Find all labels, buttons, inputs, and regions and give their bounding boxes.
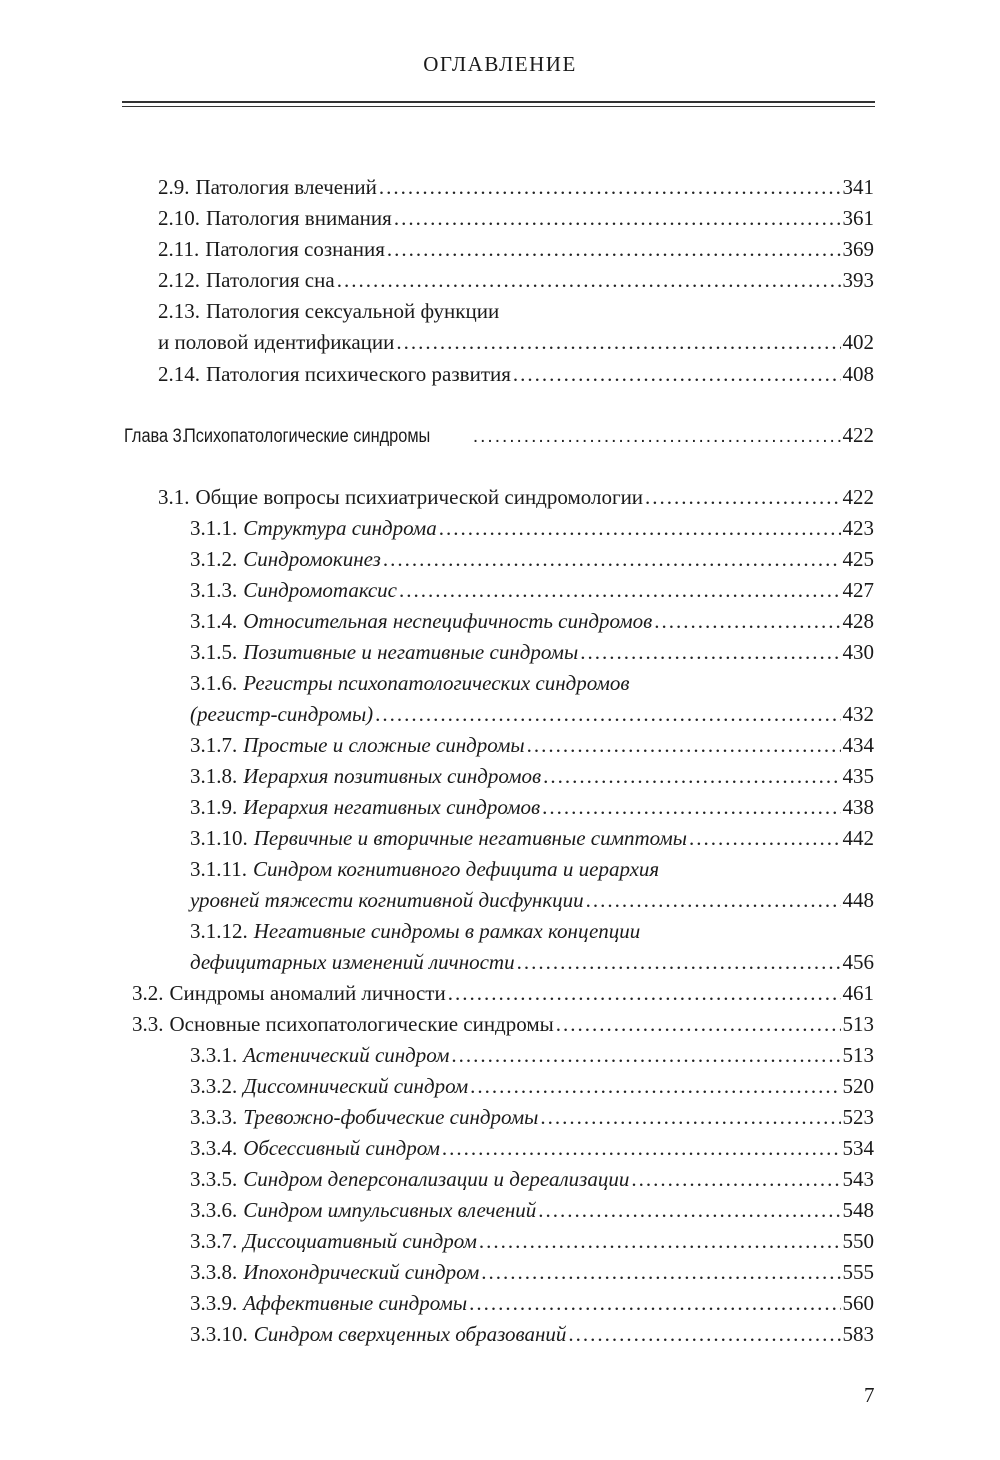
toc-page: 430 — [842, 640, 874, 664]
toc-entry-3-3-6[interactable] — [190, 1195, 874, 1226]
toc-entry-3-1-4[interactable] — [190, 606, 874, 637]
toc-title: Синдром деперсонализации и дереализации — [243, 1167, 630, 1191]
running-header: ОГЛАВЛЕНИЕ — [423, 52, 577, 76]
toc-title: и половой идентификации — [158, 330, 395, 354]
toc-title: дефицитарных изменений личности — [190, 950, 515, 974]
toc-title: Диссомнический синдром — [243, 1074, 469, 1098]
toc-entry-3-1-2[interactable] — [190, 544, 874, 575]
toc-page: 461 — [842, 981, 874, 1005]
toc-entry-3-3[interactable] — [132, 1009, 874, 1040]
toc-page: 534 — [842, 1136, 874, 1160]
toc-page: 438 — [842, 795, 874, 819]
toc-page: 560 — [842, 1291, 874, 1315]
toc-page: 583 — [842, 1322, 874, 1346]
toc-page: 550 — [842, 1229, 874, 1253]
toc-number: 3.1.10. — [190, 826, 248, 850]
toc-number: 3.3.5. — [190, 1167, 238, 1191]
dot-leader — [387, 234, 841, 265]
dot-leader — [586, 885, 841, 916]
dot-leader — [470, 1071, 840, 1102]
toc-page: 523 — [842, 1105, 874, 1129]
toc-entry-3-3-7[interactable] — [190, 1226, 874, 1257]
dot-leader — [543, 761, 840, 792]
toc-number: 3.1.11. — [190, 857, 247, 881]
toc-title: Синдромокинез — [243, 547, 381, 571]
toc-page: 434 — [842, 733, 874, 757]
dot-leader — [448, 978, 841, 1009]
toc-entry-3-1-5[interactable] — [190, 637, 874, 668]
toc-number: 3.2. — [132, 981, 164, 1005]
toc-page: 513 — [842, 1012, 874, 1036]
toc-title: Аффективные синдромы — [243, 1291, 468, 1315]
dot-leader — [513, 359, 841, 390]
toc-number: 3.1.3. — [190, 578, 238, 602]
toc-page: 425 — [842, 547, 874, 571]
toc-entry-2-12[interactable] — [158, 265, 874, 296]
toc-title: Иерархия негативных синдромов — [243, 795, 541, 819]
toc-entry-3-1-10[interactable] — [190, 823, 874, 854]
toc-number: 2.14. — [158, 362, 200, 386]
toc-entry-3-3-8[interactable] — [190, 1257, 874, 1288]
dot-leader — [538, 1195, 840, 1226]
toc-number: 3.1.9. — [190, 795, 238, 819]
toc-title: Патология сознания — [205, 237, 385, 261]
toc-number: 3.3.1. — [190, 1043, 238, 1067]
toc-page: 408 — [842, 362, 874, 386]
toc-number: 3.3.6. — [190, 1198, 238, 1222]
dot-leader — [379, 172, 841, 203]
dot-leader — [383, 544, 841, 575]
toc-entry-3-3-4[interactable] — [190, 1133, 874, 1164]
toc-entry-3-1-3[interactable] — [190, 575, 874, 606]
toc-page: 369 — [842, 237, 874, 261]
toc-number: 3.1.5. — [190, 640, 238, 664]
toc-entry-2-13-cont[interactable] — [158, 327, 874, 358]
toc-number: 3.3. — [132, 1012, 164, 1036]
toc-entry-3-1-12[interactable] — [190, 916, 874, 947]
toc-entry-chapter-3[interactable] — [124, 420, 874, 451]
toc-number: 3.3.4. — [190, 1136, 238, 1160]
toc-page: 341 — [842, 175, 874, 199]
toc-title: Основные психопатологические синдромы — [169, 1012, 554, 1036]
toc-page: 432 — [842, 702, 874, 726]
toc-title: Синдромотаксис — [243, 578, 397, 602]
dot-leader — [479, 1226, 841, 1257]
toc-page: 402 — [842, 330, 874, 354]
toc-number: 3.1. — [158, 485, 190, 509]
dot-leader — [689, 823, 841, 854]
toc-title: Диссоциативный синдром — [243, 1229, 477, 1253]
toc-number: 3.1.1. — [190, 516, 238, 540]
toc-page: 555 — [842, 1260, 874, 1284]
dot-leader — [469, 1288, 840, 1319]
toc-title: Патология влечений — [195, 175, 377, 199]
toc-page: 422 — [842, 485, 874, 509]
toc-number: 3.3.8. — [190, 1260, 238, 1284]
toc-page: 393 — [842, 268, 874, 292]
toc-title: уровней тяжести когнитивной дисфункции — [190, 888, 584, 912]
toc-entry-3-1-9[interactable] — [190, 792, 874, 823]
toc-title: Иерархия позитивных синдромов — [243, 764, 542, 788]
toc-title: (регистр-синдромы) — [190, 702, 374, 726]
dot-leader — [542, 792, 840, 823]
dot-leader — [399, 575, 841, 606]
toc-entry-3-1-7[interactable] — [190, 730, 874, 761]
dot-leader — [396, 327, 840, 358]
toc-title: Первичные и вторичные негативные симптомы — [253, 826, 687, 850]
header-rule-thin — [122, 106, 875, 107]
toc-entry-3-3-10[interactable] — [190, 1319, 874, 1350]
toc-entry-3-3-1[interactable] — [190, 1040, 874, 1071]
toc-number: 3.3.10. — [190, 1322, 248, 1346]
dot-leader — [451, 1040, 840, 1071]
toc-title: Синдром импульсивных влечений — [243, 1198, 537, 1222]
toc-number: 3.1.8. — [190, 764, 238, 788]
dot-leader — [540, 1102, 840, 1133]
toc-entry-3-1-6[interactable] — [190, 668, 874, 699]
toc-entry-3-3-2[interactable] — [190, 1071, 874, 1102]
toc-number: 2.11. — [158, 237, 200, 261]
toc-page: 520 — [842, 1074, 874, 1098]
toc-entry-2-13[interactable] — [158, 296, 874, 327]
toc-number: 2.13. — [158, 299, 200, 323]
toc-title: Позитивные и негативные синдромы — [243, 640, 579, 664]
toc-page: 435 — [842, 764, 874, 788]
toc-number: 3.1.4. — [190, 609, 238, 633]
toc-title: Синдром сверхценных образований — [253, 1322, 567, 1346]
dot-leader — [481, 1257, 840, 1288]
toc-title: Патология сексуальной функции — [206, 299, 500, 323]
toc-entry-3-1-8[interactable] — [190, 761, 874, 792]
toc-page: 513 — [842, 1043, 874, 1067]
toc-title: Структура синдрома — [243, 516, 437, 540]
toc-number: 3.3.3. — [190, 1105, 238, 1129]
toc-number: 3.1.12. — [190, 919, 248, 943]
toc-title: Синдромы аномалий личности — [169, 981, 446, 1005]
toc-page: 428 — [842, 609, 874, 633]
header-rule — [122, 101, 875, 103]
toc-entry-3-3-5[interactable] — [190, 1164, 874, 1195]
toc-page: 456 — [842, 950, 874, 974]
toc-entry-2-14[interactable] — [158, 359, 874, 390]
toc-entry-2-9[interactable] — [158, 172, 874, 203]
dot-leader — [439, 513, 841, 544]
toc-number: 2.9. — [158, 175, 190, 199]
toc-title: Простые и сложные синдромы — [243, 733, 525, 757]
toc-page: 548 — [842, 1198, 874, 1222]
toc-entry-3-1-1[interactable] — [190, 513, 874, 544]
dot-leader — [580, 637, 840, 668]
toc-entry-3-1[interactable] — [158, 482, 874, 513]
toc-page: 361 — [842, 206, 874, 230]
dot-leader — [556, 1009, 841, 1040]
toc-title: Психопатологические синдромы — [184, 426, 431, 447]
dot-leader — [568, 1319, 840, 1350]
toc-entry-3-1-6-cont[interactable] — [190, 699, 874, 730]
toc-title: Обсессивный синдром — [243, 1136, 440, 1160]
dot-leader — [442, 1133, 841, 1164]
toc-number: 3.3.9. — [190, 1291, 238, 1315]
dot-leader — [473, 421, 841, 452]
toc-entry-3-2[interactable] — [132, 978, 874, 1009]
toc-title: Ипохондрический синдром — [243, 1260, 480, 1284]
dot-leader — [517, 947, 841, 978]
toc-entry-2-10[interactable] — [158, 203, 874, 234]
dot-leader — [654, 606, 840, 637]
toc-page: 427 — [842, 578, 874, 602]
toc-entry-3-1-11-cont[interactable] — [190, 885, 874, 916]
toc-entry-2-11[interactable] — [158, 234, 874, 265]
toc-title: Регистры психопатологических синдромов — [243, 671, 630, 695]
toc-title: Общие вопросы психиатрической синдромологии — [195, 485, 644, 509]
dot-leader — [631, 1164, 840, 1195]
page-number: 7 — [864, 1383, 875, 1407]
toc-page: 422 — [842, 423, 874, 447]
toc-entry-3-1-11[interactable] — [190, 854, 874, 885]
toc-number: 2.12. — [158, 268, 200, 292]
toc-page: 423 — [842, 516, 874, 540]
toc-title: Патология сна — [206, 268, 335, 292]
toc-number: 3.1.2. — [190, 547, 238, 571]
dot-leader — [527, 730, 841, 761]
toc-title: Тревожно-фобические синдромы — [243, 1105, 539, 1129]
dot-leader — [337, 265, 841, 296]
toc-number: 3.1.6. — [190, 671, 238, 695]
toc-entry-3-3-9[interactable] — [190, 1288, 874, 1319]
toc-title: Патология психического развития — [206, 362, 511, 386]
toc-page: 448 — [842, 888, 874, 912]
toc-title: Патология внимания — [206, 206, 392, 230]
dot-leader — [645, 482, 840, 513]
toc-entry-3-3-3[interactable] — [190, 1102, 874, 1133]
toc-title: Астенический синдром — [243, 1043, 450, 1067]
toc-number: 3.3.7. — [190, 1229, 238, 1253]
dot-leader — [394, 203, 841, 234]
toc-number: 2.10. — [158, 206, 200, 230]
toc-title: Синдром когнитивного дефицита и иерархия — [252, 857, 660, 881]
toc-number: 3.1.7. — [190, 733, 238, 757]
toc-number: 3.3.2. — [190, 1074, 238, 1098]
toc-page: 543 — [842, 1167, 874, 1191]
toc-number: Глава 3. — [124, 426, 187, 447]
toc-entry-3-1-12-cont[interactable] — [190, 947, 874, 978]
dot-leader — [375, 699, 840, 730]
toc-title: Негативные синдромы в рамках концепции — [253, 919, 641, 943]
toc-page: 442 — [842, 826, 874, 850]
toc-title: Относительная неспецифичность синдромов — [243, 609, 653, 633]
